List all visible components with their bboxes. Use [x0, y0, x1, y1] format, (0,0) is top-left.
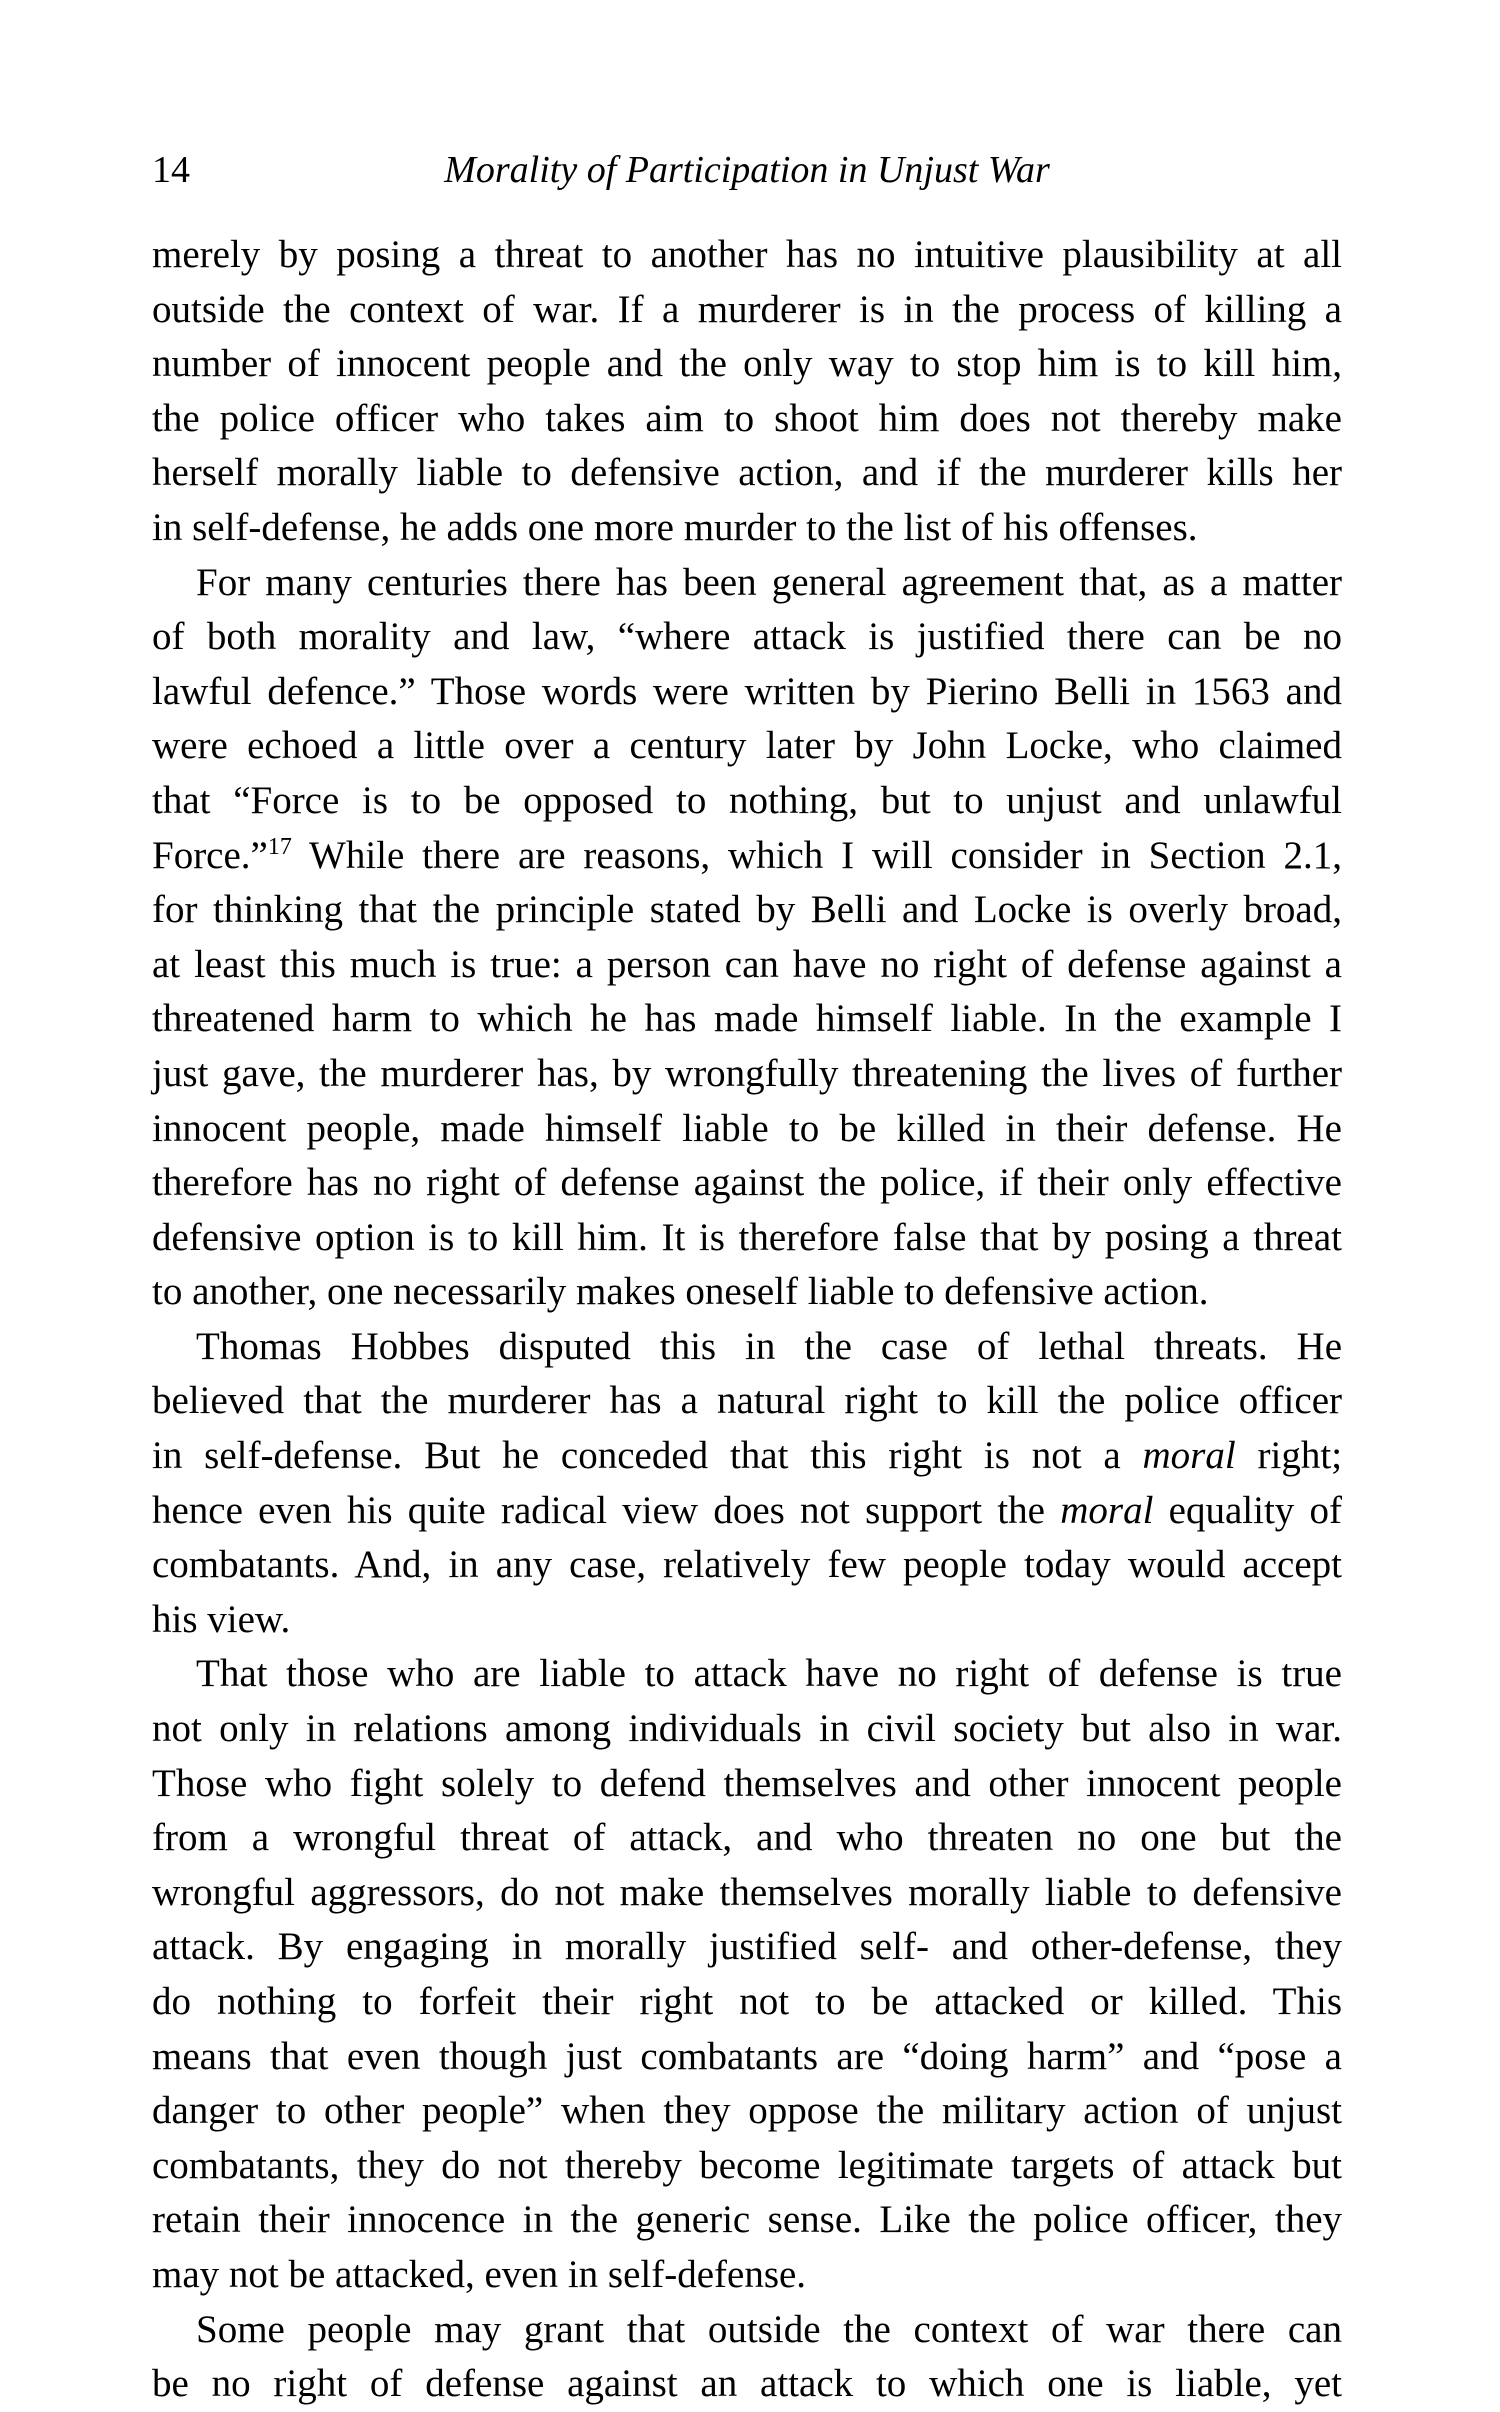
text-line: That those who are liable to attack have no right of defense is true [196, 1652, 1342, 1696]
paragraph [152, 2303, 1342, 2412]
text-line: the police officer who takes aim to shoot him does not thereby make [152, 396, 1342, 440]
paragraph [152, 1320, 1342, 1648]
paragraph [152, 228, 1342, 556]
text-segment: Force.” [152, 833, 268, 877]
text-segment: While there are reasons, which I will consider in Section 2.1, [309, 833, 1342, 877]
text-line: be no right of defense against an attack to which one is liable, yet [152, 2362, 1342, 2406]
text-line: retain their innocence in the generic sense. Like the police officer, they [152, 2198, 1342, 2242]
text-line: believed that the murderer has a natural right to kill the police officer [152, 1379, 1342, 1423]
text-segment: in self-defense. But he conceded that this right is not a [152, 1434, 1121, 1478]
text-line: number of innocent people and the only way to stop him is to kill him, [152, 342, 1342, 386]
text-line: threatened harm to which he has made himself liable. In the example I [152, 997, 1342, 1041]
text-line [152, 829, 1342, 884]
text-line [152, 1484, 1342, 1539]
paragraph [152, 556, 1342, 1320]
text-line: outside the context of war. If a murderer is in the process of killing a [152, 287, 1342, 331]
text-line: at least this much is true: a person can have no right of defense against a [152, 942, 1342, 986]
text-line: herself morally liable to defensive action, and if the murderer kills her [152, 451, 1342, 495]
text-line: for thinking that the principle stated by Belli and Locke is overly broad, [152, 888, 1342, 932]
text-line: defensive option is to kill him. It is therefore false that by posing a threat [152, 1215, 1342, 1259]
text-line: Some people may grant that outside the context of war there can [196, 2307, 1342, 2351]
page-number: 14 [152, 149, 190, 191]
text-line: means that even though just combatants are “doing harm” and “pose a [152, 2034, 1342, 2078]
running-title: Morality of Participation in Unjust War [444, 149, 1050, 191]
text-segment: equality of [1168, 1488, 1343, 1532]
text-line: merely by posing a threat to another has no intuitive plausibility at all [152, 233, 1342, 276]
text-line: Those who fight solely to defend themselves and other innocent people [152, 1761, 1342, 1805]
footnote-reference[interactable]: 17 [267, 833, 292, 860]
text-line: of both morality and law, “where attack is justified there can be no [152, 615, 1342, 659]
text-line: Thomas Hobbes disputed this in the case of lethal threats. He [196, 1324, 1342, 1368]
text-line: just gave, the murderer has, by wrongfully threatening the lives of further [152, 1051, 1342, 1095]
text-line: For many centuries there has been general agreement that, as a matter [196, 560, 1342, 604]
running-header [152, 140, 1342, 200]
text-line [152, 1429, 1342, 1484]
text-line: combatants. And, in any case, relatively few people today would accept [152, 1543, 1342, 1587]
text-line: were echoed a little over a century later by John Locke, who claimed [152, 724, 1342, 768]
text-line: wrongful aggressors, do not make themselves morally liable to defensive [152, 1870, 1342, 1914]
text-line: danger to other people” when they oppose the military action of unjust [152, 2089, 1342, 2133]
text-line: may not be attacked, even in self-defense. [152, 2252, 807, 2296]
paragraph [152, 1647, 1342, 2302]
text-line: attack. By engaging in morally justified self- and other-defense, they [152, 1925, 1342, 1969]
emphasis: moral [1060, 1488, 1154, 1532]
text-line: do nothing to forfeit their right not to be attacked or killed. This [152, 1980, 1342, 2023]
text-line: not only in relations among individuals in civil society but also in war. [152, 1707, 1342, 1751]
text-line: therefore has no right of defense against the police, if their only effective [152, 1161, 1342, 1205]
text-line: his view. [152, 1597, 291, 1641]
text-line: innocent people, made himself liable to be killed in their defense. He [152, 1106, 1342, 1150]
text-line: that “Force is to be opposed to nothing, but to unjust and unlawful [152, 778, 1342, 822]
text-line: to another, one necessarily makes oneself liable to defensive action. [152, 1270, 1209, 1314]
emphasis: moral [1142, 1434, 1236, 1478]
text-segment: right; [1257, 1434, 1343, 1478]
text-line: in self-defense, he adds one more murder to the list of his offenses. [152, 505, 1198, 549]
text-line: combatants, they do not thereby become legitimate targets of attack but [152, 2143, 1342, 2187]
text-line: from a wrongful threat of attack, and who threaten no one but the [152, 1816, 1342, 1860]
text-line: lawful defence.” Those words were written by Pierino Belli in 1563 and [152, 669, 1342, 713]
text-segment: hence even his quite radical view does not support the [152, 1488, 1045, 1532]
body-text [152, 228, 1342, 2412]
